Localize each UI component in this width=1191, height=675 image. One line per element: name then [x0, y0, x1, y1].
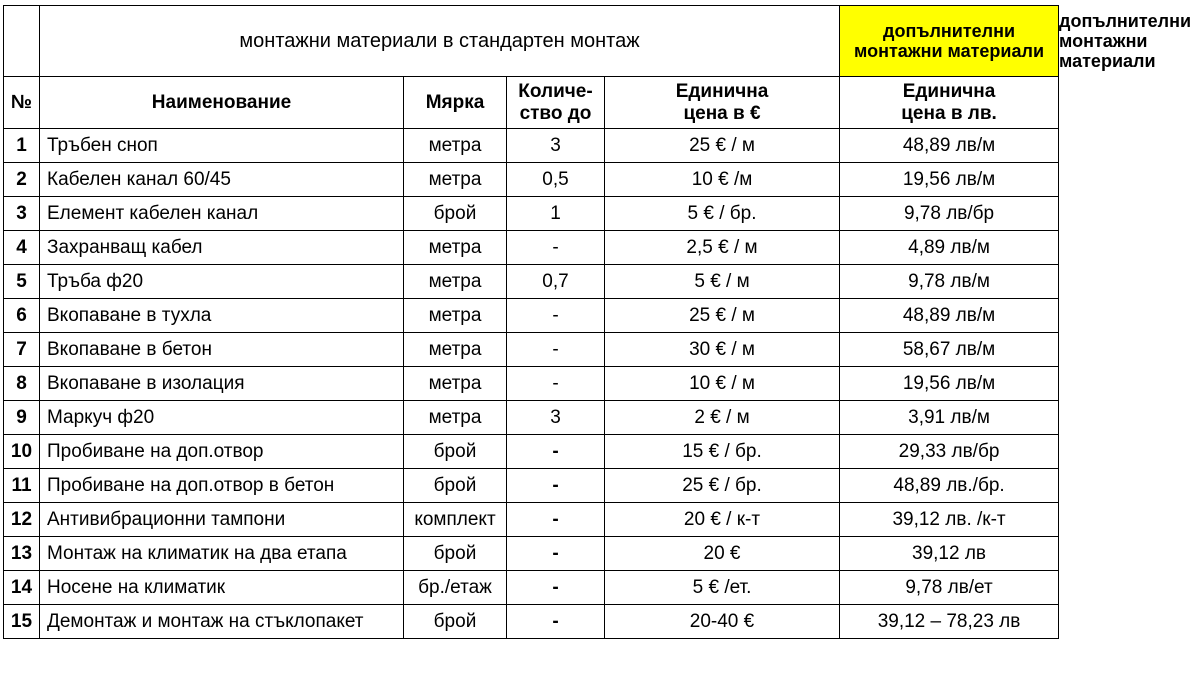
col-header-eur-line1: Единична	[675, 80, 769, 102]
item-price-bgn: 9,78 лв/м	[840, 265, 1059, 299]
item-name: Носене на климатик	[40, 571, 404, 605]
table-row	[4, 605, 1059, 639]
item-unit: метра	[404, 231, 507, 265]
item-unit: комплект	[404, 503, 507, 537]
table-row	[4, 367, 1059, 401]
row-number: 12	[4, 503, 40, 537]
item-price-bgn: 48,89 лв./бр.	[840, 469, 1059, 503]
row-number: 10	[4, 435, 40, 469]
item-quantity: -	[507, 605, 605, 639]
item-quantity: -	[507, 503, 605, 537]
item-price-eur: 30 € / м	[605, 333, 840, 367]
item-name: Вкопаване в тухла	[40, 299, 404, 333]
table-row	[4, 265, 1059, 299]
item-price-eur: 25 € / бр.	[605, 469, 840, 503]
row-number: 4	[4, 231, 40, 265]
item-price-eur: 5 € /ет.	[605, 571, 840, 605]
item-unit: метра	[404, 333, 507, 367]
item-unit: метра	[404, 265, 507, 299]
item-price-eur: 2 € / м	[605, 401, 840, 435]
table-row	[4, 571, 1059, 605]
item-price-eur: 5 € / бр.	[605, 197, 840, 231]
item-unit: метра	[404, 129, 507, 163]
table-row	[4, 333, 1059, 367]
item-price-eur: 25 € / м	[605, 299, 840, 333]
column-header-row	[4, 77, 1059, 129]
row-number: 7	[4, 333, 40, 367]
item-quantity: 3	[507, 401, 605, 435]
row-number: 1	[4, 129, 40, 163]
item-price-bgn: 19,56 лв/м	[840, 367, 1059, 401]
item-name: Захранващ кабел	[40, 231, 404, 265]
col-header-no: №	[4, 77, 40, 129]
corner-cell	[4, 6, 40, 77]
table-row	[4, 163, 1059, 197]
item-unit: брой	[404, 537, 507, 571]
row-number: 9	[4, 401, 40, 435]
item-price-bgn: 3,91 лв/м	[840, 401, 1059, 435]
item-quantity: -	[507, 367, 605, 401]
table-row	[4, 197, 1059, 231]
col-header-eur	[605, 77, 840, 129]
item-price-eur: 20-40 €	[605, 605, 840, 639]
item-price-bgn: 39,12 лв. /к-т	[840, 503, 1059, 537]
col-header-bgn-line2: цена в лв.	[901, 102, 997, 124]
item-name: Маркуч ф20	[40, 401, 404, 435]
item-name: Вкопаване в изолация	[40, 367, 404, 401]
item-price-bgn: 48,89 лв/м	[840, 299, 1059, 333]
item-unit: метра	[404, 401, 507, 435]
extra-materials-header-eur: допълнителни монтажни материали	[840, 6, 1059, 77]
item-price-bgn: 4,89 лв/м	[840, 231, 1059, 265]
table-title-row: монтажни материали в стандартен монтаж допълнителни монтажни материали допълнителни монтажни материали	[4, 6, 1059, 77]
item-price-eur: 10 € /м	[605, 163, 840, 197]
table-row	[4, 129, 1059, 163]
item-price-bgn: 29,33 лв/бр	[840, 435, 1059, 469]
item-name: Пробиване на доп.отвор	[40, 435, 404, 469]
item-price-bgn: 39,12 лв	[840, 537, 1059, 571]
item-name: Тръба ф20	[40, 265, 404, 299]
col-header-name: Наименование	[40, 77, 404, 129]
item-name: Монтаж на климатик на два етапа	[40, 537, 404, 571]
item-unit: брой	[404, 435, 507, 469]
item-name: Тръбен сноп	[40, 129, 404, 163]
item-quantity: -	[507, 571, 605, 605]
table-row	[4, 537, 1059, 571]
table-row	[4, 231, 1059, 265]
item-price-eur: 15 € / бр.	[605, 435, 840, 469]
col-header-bgn-line1: Единична	[902, 80, 996, 102]
item-price-eur: 5 € / м	[605, 265, 840, 299]
item-quantity: -	[507, 537, 605, 571]
item-quantity: 0,7	[507, 265, 605, 299]
table-row	[4, 469, 1059, 503]
row-number: 15	[4, 605, 40, 639]
row-number: 2	[4, 163, 40, 197]
item-quantity: -	[507, 333, 605, 367]
item-quantity: -	[507, 299, 605, 333]
row-number: 8	[4, 367, 40, 401]
item-name: Вкопаване в бетон	[40, 333, 404, 367]
col-header-unit: Мярка	[404, 77, 507, 129]
item-price-bgn: 39,12 – 78,23 лв	[840, 605, 1059, 639]
item-price-eur: 20 € / к-т	[605, 503, 840, 537]
col-header-eur-line2: цена в €	[683, 102, 761, 124]
item-quantity: -	[507, 469, 605, 503]
table-row	[4, 401, 1059, 435]
item-unit: метра	[404, 299, 507, 333]
col-header-qty-line1: Количе-	[518, 80, 593, 102]
item-unit: брой	[404, 469, 507, 503]
row-number: 11	[4, 469, 40, 503]
table-body	[4, 129, 1059, 639]
item-price-bgn: 58,67 лв/м	[840, 333, 1059, 367]
item-price-bgn: 19,56 лв/м	[840, 163, 1059, 197]
item-unit: метра	[404, 367, 507, 401]
row-number: 6	[4, 299, 40, 333]
item-name: Пробиване на доп.отвор в бетон	[40, 469, 404, 503]
price-table	[3, 5, 1191, 639]
item-unit: бр./етаж	[404, 571, 507, 605]
item-price-bgn: 9,78 лв/ет	[840, 571, 1059, 605]
item-price-bgn: 9,78 лв/бр	[840, 197, 1059, 231]
item-price-bgn: 48,89 лв/м	[840, 129, 1059, 163]
row-number: 3	[4, 197, 40, 231]
row-number: 13	[4, 537, 40, 571]
table-title: монтажни материали в стандартен монтаж	[40, 6, 840, 77]
item-name: Елемент кабелен канал	[40, 197, 404, 231]
item-quantity: 3	[507, 129, 605, 163]
item-quantity: 1	[507, 197, 605, 231]
col-header-bgn	[840, 77, 1059, 129]
table-row	[4, 299, 1059, 333]
item-name: Демонтаж и монтаж на стъклопакет	[40, 605, 404, 639]
item-unit: брой	[404, 197, 507, 231]
item-quantity: -	[507, 435, 605, 469]
item-quantity: -	[507, 231, 605, 265]
col-header-qty-line2: ство до	[519, 102, 592, 124]
item-unit: брой	[404, 605, 507, 639]
table-row	[4, 503, 1059, 537]
item-price-eur: 10 € / м	[605, 367, 840, 401]
col-header-qty	[507, 77, 605, 129]
item-price-eur: 25 € / м	[605, 129, 840, 163]
item-price-eur: 2,5 € / м	[605, 231, 840, 265]
item-quantity: 0,5	[507, 163, 605, 197]
item-price-eur: 20 €	[605, 537, 840, 571]
table-row	[4, 435, 1059, 469]
item-name: Антивибрационни тампони	[40, 503, 404, 537]
row-number: 5	[4, 265, 40, 299]
row-number: 14	[4, 571, 40, 605]
item-name: Кабелен канал 60/45	[40, 163, 404, 197]
item-unit: метра	[404, 163, 507, 197]
